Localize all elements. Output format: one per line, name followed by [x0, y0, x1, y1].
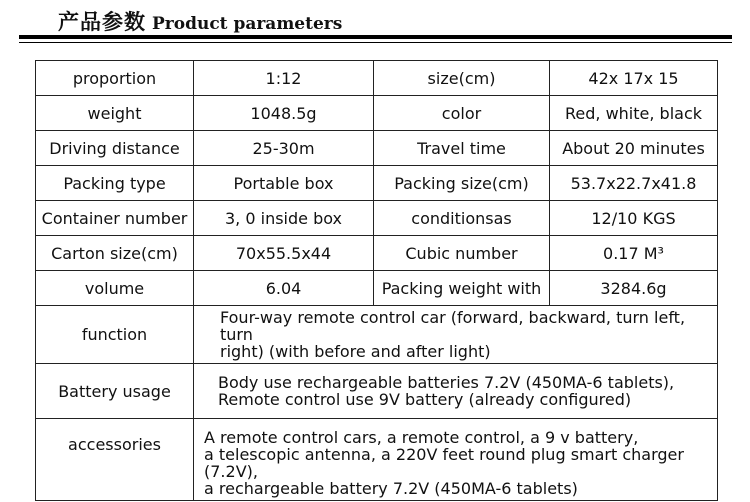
- param-label: conditionsas: [374, 201, 550, 236]
- param-value: 53.7x22.7x41.8: [550, 166, 718, 201]
- param-value: 3284.6g: [550, 271, 718, 306]
- param-label: Container number: [36, 201, 194, 236]
- header-rule-thick: [19, 35, 732, 39]
- param-value: 6.04: [194, 271, 374, 306]
- param-label: Packing size(cm): [374, 166, 550, 201]
- param-value: 42x 17x 15: [550, 61, 718, 96]
- function-line: Four-way remote control car (forward, backward, turn left, turn: [220, 308, 686, 344]
- param-value: Red, white, black: [550, 96, 718, 131]
- battery-label: Battery usage: [36, 364, 194, 419]
- accessories-label: accessories: [36, 419, 194, 501]
- param-value: 70x55.5x44: [194, 236, 374, 271]
- header-rule-thin: [19, 42, 732, 43]
- function-line: right) (with before and after light): [220, 342, 491, 361]
- accessories-line: a telescopic antenna, a 220V feet round plug smart charger (7.2V),: [204, 445, 684, 481]
- table-row-accessories: [36, 419, 718, 501]
- param-value: About 20 minutes: [550, 131, 718, 166]
- function-description: [194, 306, 718, 364]
- table-row: [36, 166, 718, 201]
- table-row: [36, 96, 718, 131]
- header-title-cn: 产品参数: [58, 9, 146, 34]
- param-label: Carton size(cm): [36, 236, 194, 271]
- battery-description: [194, 364, 718, 419]
- table-row: [36, 61, 718, 96]
- product-parameters-table: [35, 60, 718, 501]
- table-row-battery: [36, 364, 718, 419]
- table-row: [36, 131, 718, 166]
- param-value: 12/10 KGS: [550, 201, 718, 236]
- param-label: volume: [36, 271, 194, 306]
- param-label: Cubic number: [374, 236, 550, 271]
- function-label: function: [36, 306, 194, 364]
- header-title-en: Product parameters: [152, 14, 343, 34]
- accessories-line: a rechargeable battery 7.2V (450MA-6 tablets): [204, 479, 578, 498]
- accessories-line: A remote control cars, a remote control, a 9 v battery,: [204, 428, 639, 447]
- param-value: 0.17 M³: [550, 236, 718, 271]
- param-label: color: [374, 96, 550, 131]
- table-row-function: [36, 306, 718, 364]
- table-row: [36, 201, 718, 236]
- param-value: 1:12: [194, 61, 374, 96]
- param-label: Packing weight with: [374, 271, 550, 306]
- param-value: 3, 0 inside box: [194, 201, 374, 236]
- param-label: size(cm): [374, 61, 550, 96]
- table-row: [36, 236, 718, 271]
- param-label: proportion: [36, 61, 194, 96]
- param-value: 25-30m: [194, 131, 374, 166]
- battery-line: Body use rechargeable batteries 7.2V (450MA-6 tablets),: [218, 373, 675, 392]
- param-value: 1048.5g: [194, 96, 374, 131]
- param-label: Driving distance: [36, 131, 194, 166]
- param-label: weight: [36, 96, 194, 131]
- param-label: Packing type: [36, 166, 194, 201]
- table-row: [36, 271, 718, 306]
- page-header: [58, 6, 342, 36]
- accessories-description: [194, 419, 718, 501]
- battery-line: Remote control use 9V battery (already configured): [218, 390, 632, 409]
- param-value: Portable box: [194, 166, 374, 201]
- param-label: Travel time: [374, 131, 550, 166]
